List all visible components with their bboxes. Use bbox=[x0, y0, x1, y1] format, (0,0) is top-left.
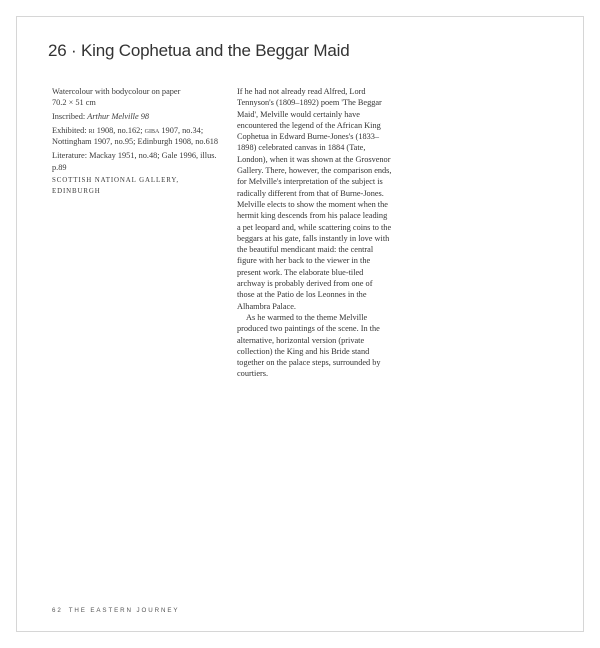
inscription-line bbox=[52, 111, 222, 122]
catalogue-details bbox=[52, 86, 222, 197]
page-number: 62 bbox=[52, 607, 63, 614]
inscribed-label: Inscribed: bbox=[52, 112, 88, 122]
exhibited-ri: ri bbox=[88, 126, 95, 136]
medium-text: Watercolour with bodycolour on paper bbox=[52, 87, 181, 96]
exhibited-line bbox=[52, 125, 222, 147]
exhibited-mid: 1908, no.162; bbox=[94, 126, 145, 136]
literature-line: Literature: Mackay 1951, no.48; Gale 1996, illus. p.89 bbox=[52, 151, 217, 172]
page-title: 26 · King Cophetua and the Beggar Maid bbox=[48, 41, 350, 60]
page-footer bbox=[52, 607, 179, 614]
essay-text bbox=[237, 86, 392, 380]
exhibited-label: Exhibited: bbox=[52, 126, 89, 136]
inscribed-value: Arthur Melville 98 bbox=[87, 112, 150, 122]
running-section-title: THE EASTERN JOURNEY bbox=[68, 607, 180, 614]
essay-paragraph-1: If he had not already read Alfred, Lord Tennyson's (1809–1892) poem 'The Beggar Maid', Melville would certainly have encountered the legend of the African King Cophetua in Edward Burne-Jones's (1833–1898) celebrated canvas in 1884 (Tate, London), when it was shown at the Grosvenor Gallery. There, however, the comparison ends, for Melville's interpretation of the subject is radically different from that of Burne-Jones. Melville elects to show the moment when the hermit king descends from his palace leading a pet leopard and, while scattering coins to the beggars at his gate, falls instantly in love with the beautiful mendicant maid: the central figure with her back to the viewer in the present work. The elaborate blue-tiled archway is probably derived from one of those at the Patio de los Leonnes in the Alhambra Palace. bbox=[237, 87, 392, 311]
collection-credit: SCOTTISH NATIONAL GALLERY, EDINBURGH bbox=[52, 176, 179, 195]
exhibited-giba: giba bbox=[144, 126, 160, 136]
essay-paragraph-2: As he warmed to the theme Melville produced two paintings of the scene. In the alternative, horizontal version (private collection) the King and his Bride stand together on the palace steps, surrounded by courtiers. bbox=[237, 312, 381, 379]
dimensions-text: 70.2 × 51 cm bbox=[52, 98, 96, 108]
exhibited-rest: 1907, no.34; Nottingham 1907, no.95; Edinburgh 1908, no.618 bbox=[52, 126, 219, 147]
book-page bbox=[16, 16, 584, 632]
